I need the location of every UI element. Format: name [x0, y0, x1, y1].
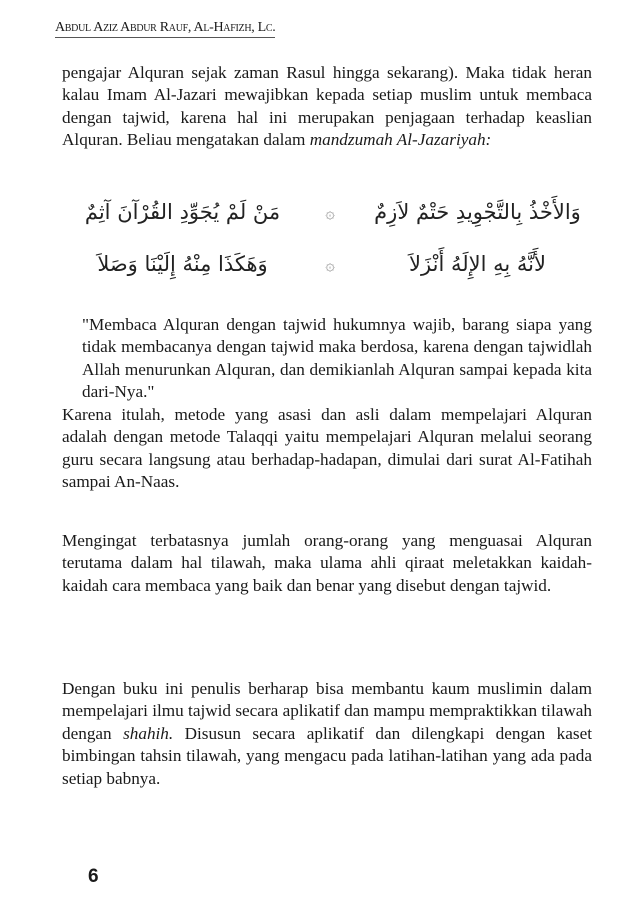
paragraph-book-purpose-text-a: Dengan buku ini penulis berharap bisa membantu kaum muslimin dalam mempelajari ilmu tajwid secara aplikatif dan mampu mempraktikkan tilawah dengan — [62, 679, 592, 743]
shahih-italic: shahih. — [123, 723, 174, 743]
verse-1-first-hemistich: وَالأَخْذُ بِالتَّجْوِيدِ حَتْمٌ لاَزِمٌ — [374, 200, 581, 224]
arabic-verse-2 — [70, 252, 590, 276]
running-header: Abdul Aziz Abdur Rauf, Al-Hafizh, Lc. — [55, 20, 275, 38]
verse-translation-quote: "Membaca Alquran dengan tajwid hukumnya wajib, barang siapa yang tidak membacanya dengan tajwid maka berdosa, karena dengan tajwidlah Allah menurunkan Alquran, dan demikianlah Alquran sampai kepada kita dari-Nya." — [82, 315, 592, 402]
paragraph-intro-text: pengajar Alquran sejak zaman Rasul hingga sekarang). Maka tidak heran kalau Imam Al-Jazari mewajibkan kepada setiap muslim untuk membaca dengan tajwid, karena hal ini merupakan penjagaan terhadap keaslian Alquran. Beliau mengatakan dalam — [62, 63, 592, 150]
verse-2-first-hemistich: لأَنَّهُ بِهِ الإِلَهُ أَنْزَلاَ — [409, 252, 546, 276]
verse-1-second-hemistich: مَنْ لَمْ يُجَوِّدِ القُرْآنَ آثِمٌ — [84, 200, 281, 224]
paragraph-book-purpose-text-b: Disusun secara aplikatif dan dilengkapi dengan kaset bimbingan tahsin tilawah, yang mengacu pada latihan-latihan yang ada pada setiap babnya. — [62, 723, 592, 788]
verse-2-second-hemistich: وَهَكَذَا مِنْهُ إِلَيْنَا وَصَلاَ — [97, 252, 268, 276]
paragraph-talaqqi: Karena itulah, metode yang asasi dan asli dalam mempelajari Alquran adalah dengan metode Talaqqi yaitu mempelajari Alquran melalui seorang guru secara langsung atau berhadap-hadapan, dimulai dari surat Al-Fatihah sampai An-Naas. — [62, 405, 592, 492]
paragraph-book-purpose — [62, 678, 592, 790]
verse-separator-icon: ۞ — [325, 202, 335, 222]
book-title-italic: mandzumah Al-Jazariyah: — [309, 130, 492, 150]
verse-separator-icon: ۞ — [325, 254, 335, 274]
page-number: 6 — [88, 866, 99, 887]
paragraph-tajwid: Mengingat terbatasnya jumlah orang-orang yang menguasai Alquran terutama dalam hal tilawah, maka ulama ahli qiraat meletakkan kaidah-kaidah cara membaca yang baik dan benar yang disebut dengan tajwid. — [62, 531, 592, 595]
paragraph-intro — [62, 62, 592, 152]
arabic-verse-1 — [70, 200, 590, 224]
